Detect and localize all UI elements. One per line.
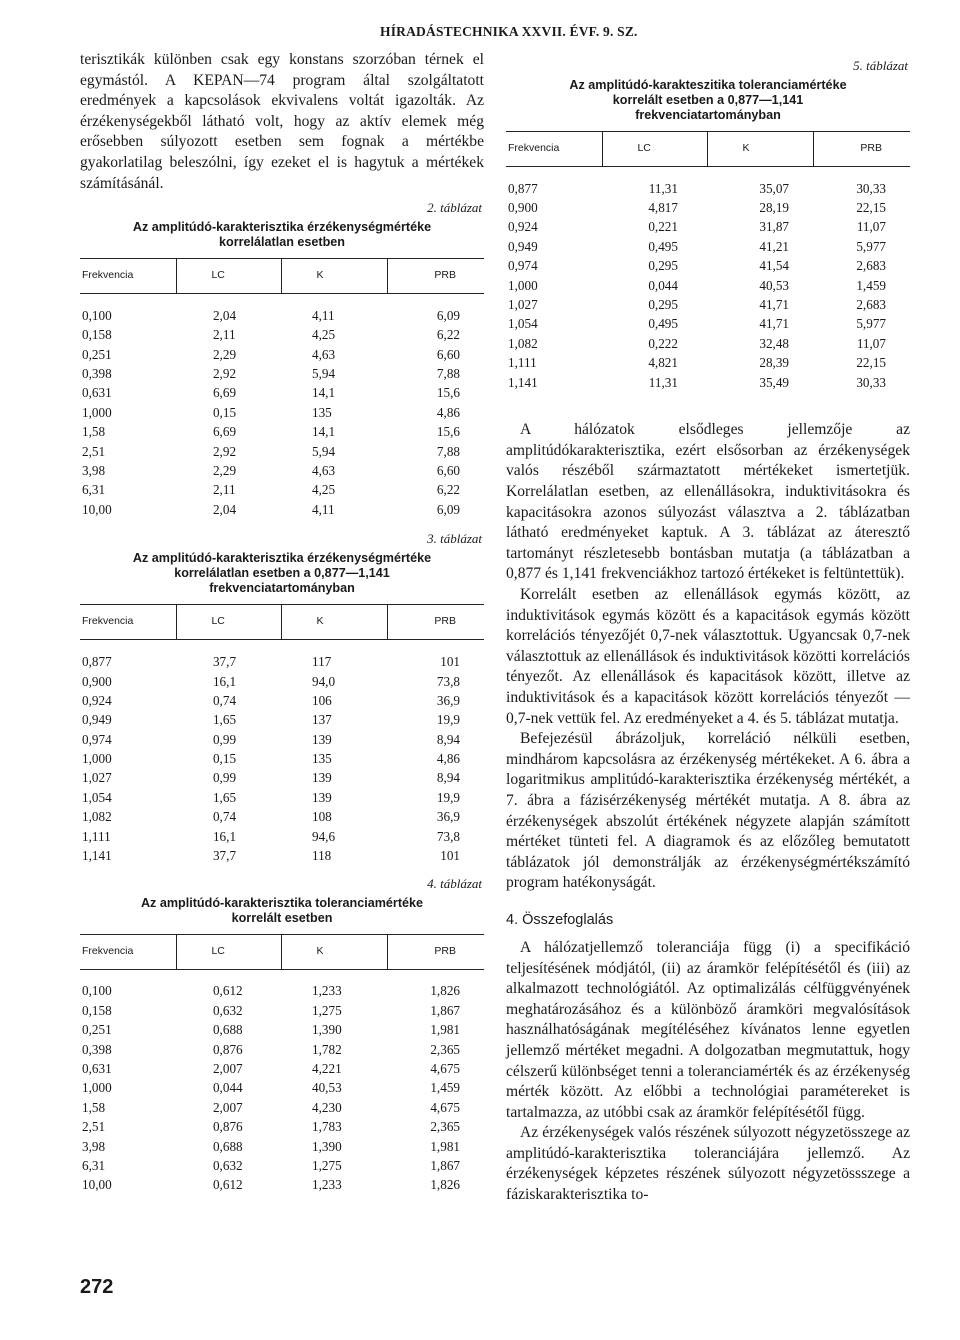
- cell-k: 4,221: [311, 1061, 342, 1076]
- col-header-lc: LC: [603, 132, 708, 167]
- cell-lc: 2,007: [212, 1061, 243, 1076]
- cell-k: 4,25: [311, 482, 336, 498]
- cell-k: 135: [311, 404, 332, 420]
- cell-lc: 2,29: [212, 462, 237, 478]
- cell-prb: 1,459: [856, 277, 886, 293]
- cell-prb: 22,15: [856, 355, 886, 371]
- cell-k: 14,1: [311, 385, 336, 401]
- table-header-row: [80, 934, 484, 969]
- col-header-frequency: Frekvencia: [80, 605, 177, 640]
- col-header-prb: PRB: [813, 132, 910, 167]
- cell-prb: 7,88: [436, 443, 460, 459]
- table-4-block: [80, 876, 484, 1195]
- cell-frequency: 1,58: [82, 424, 106, 440]
- cell-k: 117: [311, 654, 332, 670]
- cell-lc: 2,11: [212, 327, 236, 343]
- cell-prb: 1,981: [430, 1022, 460, 1038]
- cell-frequency: 6,31: [82, 1157, 106, 1173]
- table-row: [80, 345, 484, 364]
- cell-lc: 2,29: [212, 346, 237, 362]
- summary-paragraph: A hálózatjellemző toleranciája függ (i) a specifikáció teljesítésének módjától, (ii) az áramkör felépítésétől és (iii) az alkalmazott technológiától. Az optimalizálás célfüggvényének meghatározásához és a különböző áramköri megvalósítások használhatóságának megítéléséhez kívánatos lenne egyetlen jellemző mértéket megadni. A dolgozatban megmutattuk, hogy célszerű különbséget tenni a toleranciamérték és az érzékenység mérték között. Az előbbi a technológiai paramétereket is tartalmazza, az utóbbi csak az áramkör felépítésétől függ.: [506, 938, 910, 1121]
- cell-k: 137: [311, 712, 332, 728]
- col-header-lc: LC: [177, 259, 282, 294]
- cell-k: 31,87: [759, 219, 790, 235]
- cell-lc: 1,65: [212, 712, 237, 728]
- cell-frequency: 0,877: [508, 180, 538, 196]
- cell-lc: 0,15: [212, 751, 237, 767]
- cell-lc: 0,222: [648, 335, 678, 351]
- cell-prb: 8,94: [436, 770, 460, 786]
- cell-lc: 0,688: [212, 1138, 243, 1154]
- cell-lc: 0,74: [212, 809, 237, 825]
- cell-frequency: 1,082: [508, 335, 538, 351]
- cell-lc: 37,7: [212, 654, 237, 670]
- table-row: [506, 198, 910, 217]
- cell-prb: 22,15: [856, 200, 886, 216]
- table-row: [80, 1098, 484, 1117]
- cell-frequency: 1,000: [82, 1080, 112, 1096]
- cell-k: 118: [311, 848, 332, 864]
- col-header-prb: PRB: [387, 934, 484, 969]
- table-header-row: [506, 132, 910, 167]
- cell-frequency: 0,398: [82, 1041, 112, 1057]
- table-4-label: 4. táblázat: [427, 875, 482, 891]
- cell-frequency: 1,58: [82, 1099, 106, 1115]
- table-row: [80, 808, 484, 827]
- cell-prb: 30,33: [856, 374, 886, 390]
- cell-prb: 30,33: [856, 180, 886, 196]
- col-header-k: K: [282, 259, 387, 294]
- cell-prb: 4,86: [436, 404, 460, 420]
- cell-lc: 2,007: [212, 1099, 243, 1115]
- cell-prb: 73,8: [436, 673, 460, 689]
- table-4-title: Az amplitúdó-karakterisztika toleranciamértéke korrelált esetben: [140, 895, 424, 925]
- cell-lc: 0,295: [648, 258, 678, 274]
- table-row: [506, 315, 910, 334]
- cell-frequency: 0,100: [82, 307, 112, 323]
- cell-frequency: 0,158: [82, 1002, 112, 1018]
- cell-lc: 0,612: [212, 1177, 243, 1193]
- cell-k: 4,11: [311, 307, 335, 323]
- cell-frequency: 0,631: [82, 1061, 112, 1076]
- cell-lc: 0,221: [648, 219, 678, 235]
- cell-frequency: 0,949: [508, 238, 538, 254]
- cell-prb: 1,867: [430, 1002, 460, 1018]
- cell-frequency: 1,054: [82, 789, 112, 805]
- body-text: [506, 420, 910, 894]
- table-5-label: 5. táblázat: [853, 58, 908, 73]
- cell-prb: 1,981: [430, 1138, 460, 1154]
- cell-lc: 0,74: [212, 692, 237, 708]
- col-header-prb: PRB: [387, 605, 484, 640]
- table-row: [80, 500, 484, 519]
- cell-k: 14,1: [311, 424, 336, 440]
- cell-k: 40,53: [311, 1080, 342, 1096]
- cell-frequency: 1,141: [508, 374, 538, 390]
- table-row: [80, 326, 484, 345]
- col-header-frequency: Frekvencia: [80, 259, 177, 294]
- intro-paragraph: terisztikák különben csak egy konstans szorzóban térnek el egymástól. A KEPAN—74 program által szolgáltatott eredmények a kapcsolások ekvivalens voltát igazolták. Az érzékenységekből látható volt, hogy az aktív elemek még erősebben súlyozott esetben sem fognak a mértékbe gyakorlatilag beleszólni, így ezeket el is hagytuk a mértékek számításánál.: [80, 51, 484, 192]
- cell-k: 5,94: [311, 366, 336, 382]
- cell-frequency: 0,251: [82, 346, 112, 362]
- col-header-k: K: [282, 605, 387, 640]
- table-row: [80, 749, 484, 768]
- cell-k: 4,63: [311, 346, 336, 362]
- table-row: [80, 481, 484, 500]
- table-row: [80, 1040, 484, 1059]
- table-row: [80, 403, 484, 422]
- table-row: [80, 364, 484, 383]
- cell-prb: 4,675: [430, 1061, 460, 1076]
- table-5-block: [506, 58, 910, 392]
- cell-k: 135: [311, 751, 332, 767]
- cell-frequency: 10,00: [82, 501, 112, 517]
- cell-prb: 2,683: [856, 297, 886, 313]
- cell-lc: 0,99: [212, 731, 237, 747]
- table-row: [80, 1156, 484, 1175]
- cell-prb: 19,9: [436, 789, 460, 805]
- table-2-block: [80, 200, 484, 519]
- cell-prb: 5,977: [856, 238, 886, 254]
- cell-frequency: 1,111: [508, 355, 537, 371]
- cell-k: 35,07: [759, 180, 790, 196]
- cell-k: 106: [311, 692, 332, 708]
- cell-k: 4,63: [311, 462, 336, 478]
- cell-lc: 0,15: [212, 404, 237, 420]
- cell-k: 139: [311, 770, 332, 786]
- cell-lc: 0,044: [648, 277, 678, 293]
- table-2-label: 2. táblázat: [427, 200, 482, 216]
- table-5-body: [506, 167, 910, 393]
- cell-lc: 0,876: [212, 1041, 243, 1057]
- cell-frequency: 1,082: [82, 809, 112, 825]
- cell-prb: 5,977: [856, 316, 886, 332]
- cell-k: 1,390: [311, 1138, 342, 1154]
- col-header-prb: PRB: [387, 259, 484, 294]
- table-row: [506, 218, 910, 237]
- table-row: [506, 354, 910, 373]
- cell-k: 1,275: [311, 1002, 342, 1018]
- paragraph: A hálózatok elsődleges jellemzője az amplitúdókarakterisztika, ezért elsősorban az érzékenységek valós részéből származtatott mértékeket ismertetjük. Korrelálatlan esetben, az ellenállásokra, induktivitásokra és kapacitásokra azonos súlyozást választva a 2. táblázatban látható eredményeket kaptuk. A 3. táblázat az áteresztő tartományt részletesebb bontásban mutatja (a táblázatban a 0,877 és 1,141 frekvenciákhoz tartozó értékeket is feltüntettük).: [506, 421, 910, 583]
- table-3-block: [80, 531, 484, 865]
- cell-prb: 7,88: [436, 366, 460, 382]
- table-row: [80, 423, 484, 442]
- cell-prb: 101: [440, 848, 460, 864]
- right-column: [506, 60, 910, 1206]
- cell-lc: 0,044: [212, 1080, 243, 1096]
- table-row: [506, 373, 910, 392]
- cell-frequency: 0,900: [508, 200, 538, 216]
- col-header-frequency: Frekvencia: [506, 132, 603, 167]
- paragraph: Korrelált esetben az ellenállások egymás között, az induktivitások egymás között és a kapacitások egymás között korrelációs tényezőjét 0,7-nek választottuk. Ugyancsak 0,7-nek választottuk az ellenállások és induktivitások közötti korrelációs tényezőt. Az ellenállások és kapacitások között, illetve az induktivitások és a kapacitások között korrelációs tényezőt —0,7-nek vettük fel. Az eredményeket a 4. és 5. táblázat mutatja.: [506, 586, 910, 727]
- cell-prb: 6,60: [436, 462, 460, 478]
- cell-k: 41,21: [759, 238, 790, 254]
- cell-k: 108: [311, 809, 332, 825]
- cell-lc: 4,821: [648, 355, 678, 371]
- cell-frequency: 1,000: [82, 404, 112, 420]
- table-row: [506, 257, 910, 276]
- cell-prb: 73,8: [436, 828, 460, 844]
- table-2: [80, 258, 484, 519]
- cell-frequency: 0,949: [82, 712, 112, 728]
- cell-frequency: 0,631: [82, 385, 112, 401]
- cell-lc: 0,295: [648, 297, 678, 313]
- cell-frequency: 1,111: [82, 828, 111, 844]
- cell-k: 4,25: [311, 327, 336, 343]
- cell-prb: 4,675: [430, 1099, 460, 1115]
- cell-k: 1,782: [311, 1041, 342, 1057]
- cell-k: 28,19: [759, 200, 790, 216]
- cell-lc: 16,1: [212, 828, 237, 844]
- cell-frequency: 0,251: [82, 1022, 112, 1038]
- cell-lc: 16,1: [212, 673, 237, 689]
- cell-prb: 2,365: [430, 1119, 460, 1135]
- table-row: [80, 384, 484, 403]
- cell-prb: 6,09: [436, 501, 460, 517]
- table-3: [80, 604, 484, 865]
- table-2-body: [80, 294, 484, 520]
- col-header-lc: LC: [177, 934, 282, 969]
- cell-frequency: 0,924: [82, 692, 112, 708]
- table-4-body: [80, 969, 484, 1195]
- cell-prb: 11,07: [856, 219, 886, 235]
- table-row: [80, 461, 484, 480]
- cell-lc: 0,495: [648, 316, 678, 332]
- cell-lc: 0,688: [212, 1022, 243, 1038]
- left-column: [80, 50, 484, 1195]
- summary-heading: 4. Összefoglalás: [506, 911, 614, 928]
- cell-k: 5,94: [311, 443, 336, 459]
- table-row: [80, 1001, 484, 1020]
- table-4: [80, 934, 484, 1195]
- cell-frequency: 1,027: [508, 297, 538, 313]
- cell-prb: 2,683: [856, 258, 886, 274]
- cell-prb: 6,60: [436, 346, 460, 362]
- cell-lc: 2,92: [212, 443, 237, 459]
- table-3-title: Az amplitúdó-karakterisztika érzékenységmértéke korrelálatlan esetben a 0,877—1,141 frekvenciatartományban: [132, 551, 432, 596]
- cell-frequency: 10,00: [82, 1177, 112, 1193]
- summary-paragraph: Az érzékenységek valós részének súlyozott négyzetösszege az amplitúdó-karakterisztika toleranciájára jellemző. Az érzékenységek képzetes részének súlyozott négyzetössszege a fáziskarakterisztika to-: [506, 1124, 910, 1204]
- cell-frequency: 2,51: [82, 1119, 106, 1135]
- cell-frequency: 3,98: [82, 462, 106, 478]
- col-header-k: K: [708, 132, 813, 167]
- cell-k: 139: [311, 731, 332, 747]
- table-row: [80, 846, 484, 865]
- cell-k: 1,275: [311, 1157, 342, 1173]
- cell-prb: 19,9: [436, 712, 460, 728]
- cell-lc: 0,876: [212, 1119, 243, 1135]
- table-row: [80, 1021, 484, 1040]
- cell-lc: 6,69: [212, 424, 237, 440]
- table-row: [80, 1079, 484, 1098]
- table-5: [506, 131, 910, 392]
- cell-prb: 6,22: [436, 482, 460, 498]
- cell-lc: 2,92: [212, 366, 237, 382]
- cell-frequency: 0,974: [508, 258, 538, 274]
- table-header-row: [80, 605, 484, 640]
- table-header-row: [80, 259, 484, 294]
- table-row: [506, 167, 910, 199]
- cell-prb: 1,826: [430, 1177, 460, 1193]
- cell-prb: 36,9: [436, 809, 460, 825]
- cell-lc: 11,31: [648, 180, 678, 196]
- table-row: [80, 672, 484, 691]
- cell-k: 40,53: [759, 277, 790, 293]
- cell-prb: 8,94: [436, 731, 460, 747]
- cell-frequency: 0,100: [82, 983, 112, 999]
- cell-k: 1,783: [311, 1119, 342, 1135]
- cell-k: 94,6: [311, 828, 336, 844]
- cell-k: 139: [311, 789, 332, 805]
- table-row: [80, 730, 484, 749]
- cell-lc: 0,632: [212, 1002, 243, 1018]
- cell-lc: 37,7: [212, 848, 237, 864]
- cell-k: 1,233: [311, 1177, 342, 1193]
- paragraph: Befejezésül ábrázoljuk, korreláció nélküli esetben, mindhárom kapcsolásra az érzékenység mértékeket. A 6. ábra a logaritmikus amplitúdó-karakterisztika érzékenység mértékét, a 7. ábra a fázisérzékenység mértékét mutatja. A 8. ábra az érzékenységek abszolút értékének négyzete alapján számított mértéket tünteti fel. A diagramok és az előzőleg bemutatott táblázatok jól demonstrálják az érzékenységmértékszámító program hatékonyságát.: [506, 730, 910, 892]
- cell-frequency: 3,98: [82, 1138, 106, 1154]
- cell-k: 1,233: [311, 983, 342, 999]
- cell-prb: 15,6: [436, 424, 460, 440]
- cell-lc: 11,31: [648, 374, 678, 390]
- cell-lc: 0,99: [212, 770, 237, 786]
- table-row: [80, 1117, 484, 1136]
- cell-frequency: 2,51: [82, 443, 106, 459]
- cell-k: 94,0: [311, 673, 336, 689]
- cell-lc: 2,04: [212, 501, 237, 517]
- table-row: [80, 769, 484, 788]
- cell-frequency: 1,000: [508, 277, 538, 293]
- cell-lc: 1,65: [212, 789, 237, 805]
- table-row: [80, 294, 484, 326]
- cell-frequency: 1,027: [82, 770, 112, 786]
- cell-prb: 6,09: [436, 307, 460, 323]
- page-number: 272: [80, 1276, 114, 1298]
- cell-k: 35,49: [759, 374, 790, 390]
- table-row: [80, 827, 484, 846]
- cell-frequency: 6,31: [82, 482, 106, 498]
- cell-frequency: 0,158: [82, 327, 112, 343]
- cell-prb: 101: [440, 654, 460, 670]
- table-row: [506, 295, 910, 314]
- table-row: [80, 1059, 484, 1078]
- cell-lc: 4,817: [648, 200, 678, 216]
- running-header: HÍRADÁSTECHNIKA XXVII. ÉVF. 9. SZ.: [380, 24, 638, 39]
- cell-frequency: 0,900: [82, 673, 112, 689]
- col-header-k: K: [282, 934, 387, 969]
- cell-k: 1,390: [311, 1022, 342, 1038]
- cell-k: 4,230: [311, 1099, 342, 1115]
- cell-k: 4,11: [311, 501, 335, 517]
- cell-frequency: 0,974: [82, 731, 112, 747]
- cell-k: 41,71: [759, 297, 790, 313]
- col-header-frequency: Frekvencia: [80, 934, 177, 969]
- cell-frequency: 1,000: [82, 751, 112, 767]
- cell-prb: 36,9: [436, 692, 460, 708]
- cell-frequency: 0,398: [82, 366, 112, 382]
- cell-k: 41,54: [759, 258, 790, 274]
- cell-frequency: 0,877: [82, 654, 112, 670]
- table-row: [506, 334, 910, 353]
- table-row: [80, 711, 484, 730]
- cell-lc: 0,612: [212, 983, 243, 999]
- cell-prb: 1,867: [430, 1157, 460, 1173]
- table-row: [506, 276, 910, 295]
- table-row: [80, 969, 484, 1001]
- cell-k: 28,39: [759, 355, 790, 371]
- table-row: [80, 640, 484, 672]
- cell-prb: 4,86: [436, 751, 460, 767]
- cell-prb: 1,826: [430, 983, 460, 999]
- cell-prb: 2,365: [430, 1041, 460, 1057]
- table-row: [506, 237, 910, 256]
- cell-prb: 11,07: [856, 335, 886, 351]
- table-2-title: Az amplitúdó-karakterisztika érzékenységmértéke korrelálatlan esetben: [132, 220, 432, 250]
- table-row: [80, 1137, 484, 1156]
- table-3-body: [80, 640, 484, 866]
- cell-prb: 1,459: [430, 1080, 460, 1096]
- cell-frequency: 1,141: [82, 848, 112, 864]
- cell-prb: 6,22: [436, 327, 460, 343]
- cell-lc: 2,04: [212, 307, 237, 323]
- cell-frequency: 0,924: [508, 219, 538, 235]
- cell-lc: 2,11: [212, 482, 236, 498]
- cell-lc: 6,69: [212, 385, 237, 401]
- cell-k: 41,71: [759, 316, 790, 332]
- table-row: [80, 1176, 484, 1195]
- table-row: [80, 691, 484, 710]
- cell-k: 32,48: [759, 335, 790, 351]
- table-3-label: 3. táblázat: [427, 531, 482, 547]
- cell-frequency: 1,054: [508, 316, 538, 332]
- cell-lc: 0,632: [212, 1157, 243, 1173]
- cell-lc: 0,495: [648, 238, 678, 254]
- table-5-title: Az amplitúdó-karakteszitika toleranciamértéke korrelált esetben a 0,877—1,141 frekvenciatartományban: [569, 78, 847, 122]
- table-row: [80, 442, 484, 461]
- table-row: [80, 788, 484, 807]
- col-header-lc: LC: [177, 605, 282, 640]
- cell-prb: 15,6: [436, 385, 460, 401]
